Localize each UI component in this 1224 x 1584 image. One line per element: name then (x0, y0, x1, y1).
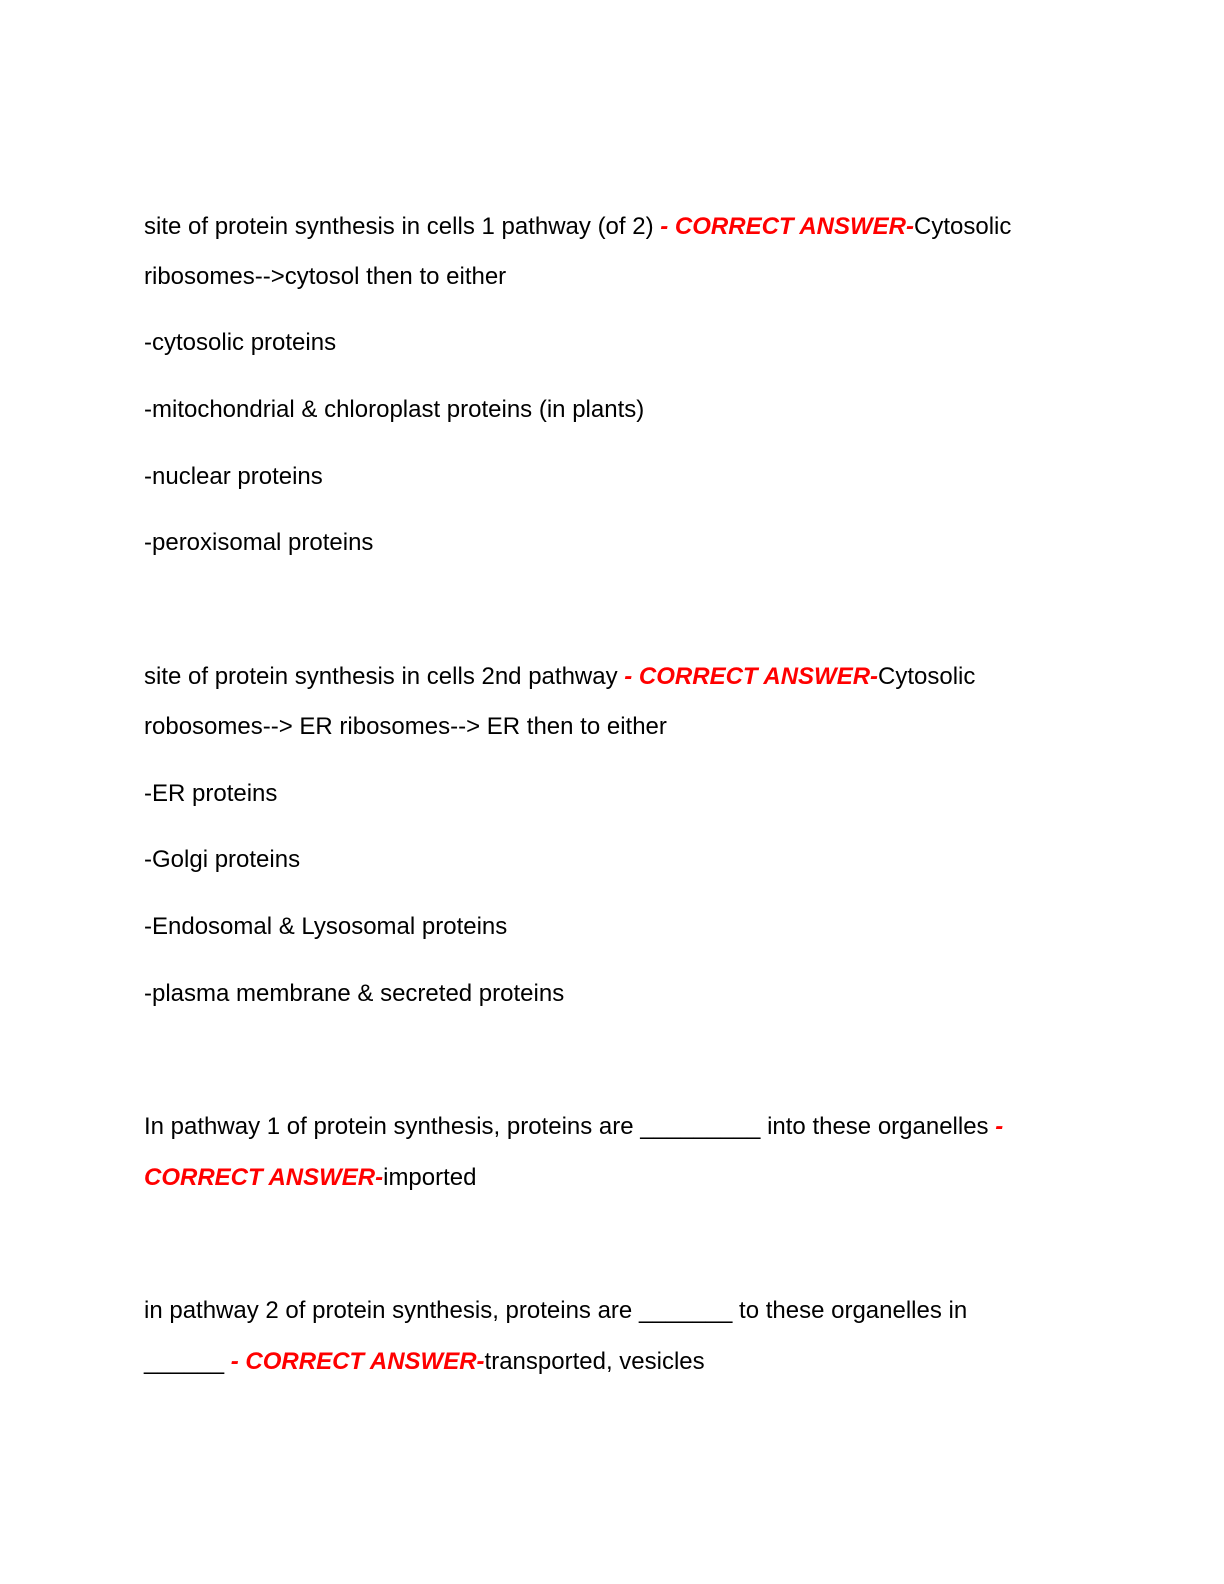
card-2-answer-marker: - CORRECT ANSWER- (624, 663, 879, 690)
card-2-question: site of protein synthesis in cells 2nd pathway (144, 663, 625, 690)
card-2-answer-line-4: -Endosomal & Lysosomal proteins (144, 913, 508, 940)
card-2-answer-line-3: -Golgi proteins (144, 846, 301, 873)
card-4-answer-marker: - CORRECT ANSWER- (230, 1348, 485, 1375)
card-2-answer-line-1: robosomes--> ER ribosomes--> ER then to either (144, 713, 667, 740)
card-1-answer-start: Cytosolic (914, 213, 1012, 240)
card-1-answer-line-3: -mitochondrial & chloroplast proteins (in plants) (144, 396, 645, 423)
card-1-answer-line-1: ribosomes-->cytosol then to either (144, 263, 507, 290)
card-1-question: site of protein synthesis in cells 1 pathway (of 2) (144, 213, 661, 240)
card-4-question-line-1: in pathway 2 of protein synthesis, proteins are _______ to these organelles in (144, 1297, 968, 1324)
card-1-answer-line-4: -nuclear proteins (144, 463, 323, 490)
card-1-answer-line-5: -peroxisomal proteins (144, 529, 374, 556)
card-1-answer-line-2: -cytosolic proteins (144, 329, 337, 356)
card-3-answer: imported (383, 1164, 477, 1191)
card-4-answer: transported, vesicles (484, 1348, 705, 1375)
card-1-answer-marker: - CORRECT ANSWER- (660, 213, 915, 240)
card-4-question-blank: ______ (144, 1348, 231, 1375)
card-3-answer-line (144, 1163, 1084, 1193)
card-1-question-line (144, 212, 1084, 242)
card-3-answer-marker: CORRECT ANSWER- (144, 1164, 384, 1191)
card-3-question-line (144, 1112, 1084, 1142)
card-2-question-line (144, 662, 1084, 692)
card-3-question: In pathway 1 of protein synthesis, proteins are _________ into these organelles (144, 1113, 996, 1140)
card-2-answer-line-2: -ER proteins (144, 780, 278, 807)
card-2-answer-start: Cytosolic (878, 663, 976, 690)
card-2-answer-line-5: -plasma membrane & secreted proteins (144, 980, 565, 1007)
card-4-question-line-2 (144, 1347, 1084, 1377)
card-3-answer-marker-dash: - (995, 1113, 1004, 1140)
